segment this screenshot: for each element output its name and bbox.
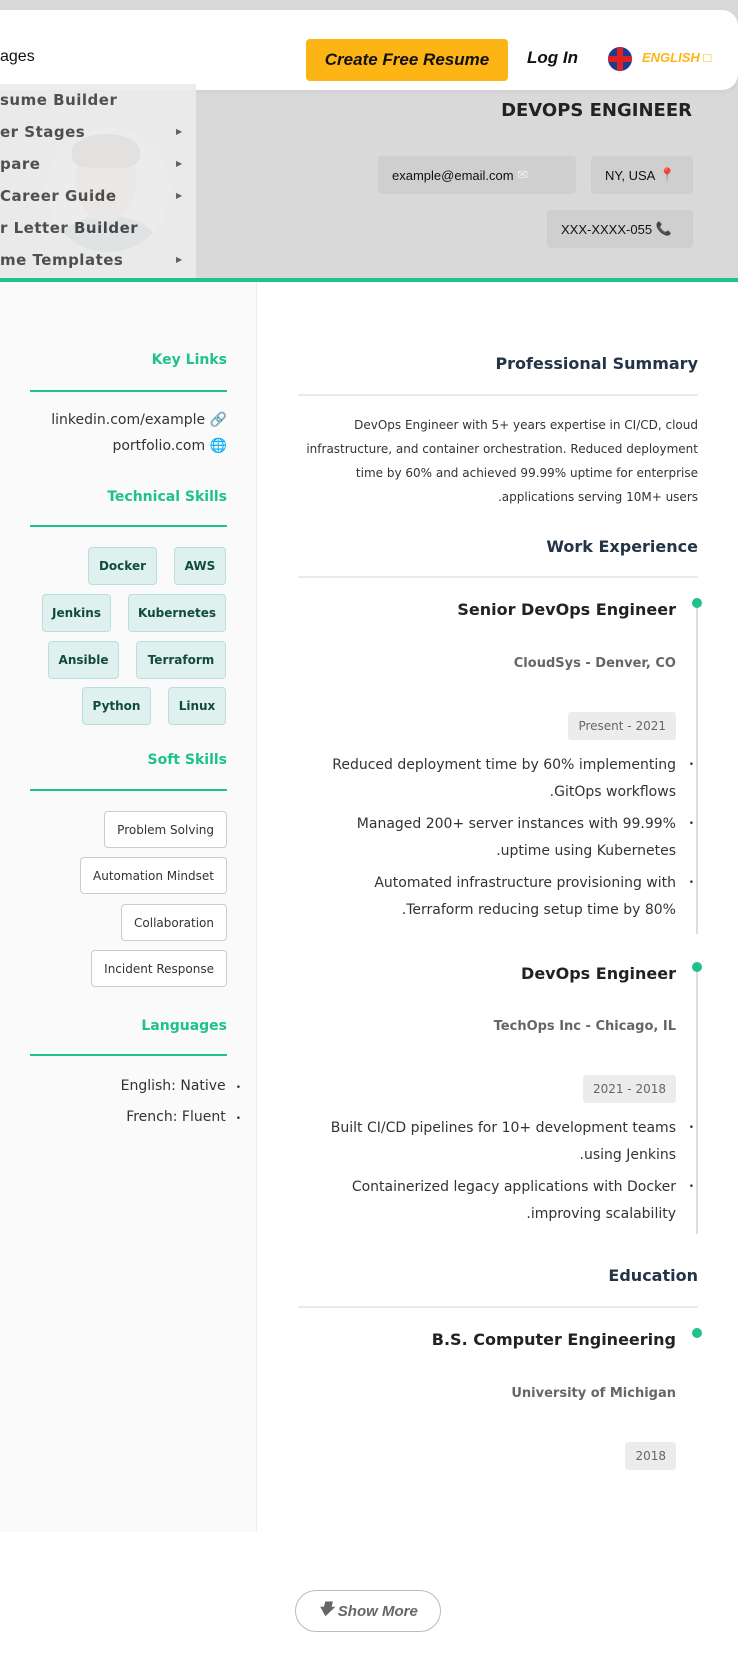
summary-text: DevOps Engineer with 5+ years expertise in CI/CD, cloud infrastructure, and container orchestration. Reduced deployment time by 60% and achieved 99.99% uptime for enterprise applications serving 10M+ users. [306, 418, 698, 504]
soft-skills-heading: Soft Skills [147, 752, 227, 768]
language-item: French: Fluent • [126, 1109, 241, 1125]
bullet: • Managed 200+ server instances with 99.99% uptime using Kubernetes. [316, 811, 676, 865]
job-bullets [316, 752, 676, 929]
skill-tag: AWS [174, 547, 226, 585]
bullet: • Built CI/CD pipelines for 10+ development teams using Jenkins. [316, 1115, 676, 1169]
nav-pages[interactable]: ages [0, 48, 35, 65]
link-icon: 🔗 [209, 412, 227, 428]
bullet: • Automated infrastructure provisioning with Terraform reducing setup time by 80%. [316, 870, 676, 924]
soft-skill: Automation Mindset [80, 857, 227, 894]
phone: XXX-XXXX-055 [561, 221, 653, 237]
divider [30, 789, 227, 791]
job-title: DevOps Engineer [521, 964, 676, 983]
job-bullets [316, 1115, 676, 1233]
nav-dropdown-menu [0, 84, 196, 278]
phone-chip [547, 210, 693, 248]
menu-item[interactable]: sume Builder [0, 91, 118, 109]
divider [298, 394, 698, 396]
show-more-button[interactable]: 🡇 Show More [295, 1590, 441, 1632]
technical-skills-heading: Technical Skills [107, 489, 227, 505]
work-experience-heading: Work Experience [546, 537, 698, 556]
timeline-dot [692, 598, 702, 608]
globe-icon: 🌐 [209, 438, 227, 454]
job-company: CloudSys - Denver, CO [513, 656, 676, 671]
job-company: TechOps Inc - Chicago, IL [493, 1019, 676, 1034]
timeline-line [696, 968, 698, 1234]
linkedin-link[interactable]: linkedin.com/example 🔗 [51, 412, 227, 428]
caret-right-icon: ▶ [176, 159, 183, 168]
uk-flag-icon[interactable] [608, 47, 632, 71]
menu-item[interactable]: er Stages ▶ [0, 116, 196, 148]
skill-tag: Linux [168, 687, 226, 725]
caret-right-icon: ▶ [176, 191, 183, 200]
job-title: Senior DevOps Engineer [457, 600, 676, 619]
arrow-down-icon: 🡇 [318, 1600, 338, 1618]
divider [298, 576, 698, 578]
location: NY, USA [605, 167, 656, 183]
email: example@email.com [392, 167, 514, 183]
languages-heading: Languages [141, 1018, 227, 1034]
pin-icon: 📍 [658, 167, 676, 182]
divider [30, 1054, 227, 1056]
skill-tag: Jenkins [42, 594, 111, 632]
job-dates: Present - 2021 [568, 712, 676, 740]
timeline-line [696, 604, 698, 934]
school: University of Michigan [511, 1386, 676, 1401]
create-resume-button[interactable]: Create Free Resume [306, 39, 508, 81]
soft-skill: Problem Solving [104, 811, 227, 848]
menu-item[interactable]: r Letter Builder [0, 219, 139, 237]
skill-tag: Docker [88, 547, 157, 585]
job-dates: 2021 - 2018 [583, 1075, 676, 1103]
skill-tag: Python [82, 687, 151, 725]
job-title: DEVOPS ENGINEER [501, 100, 692, 121]
caret-right-icon: ▶ [176, 127, 183, 136]
email-chip [378, 156, 576, 194]
education-year: 2018 [625, 1442, 676, 1470]
top-nav [0, 10, 738, 90]
caret-right-icon: ▶ [176, 255, 183, 264]
menu-item[interactable]: pare ▶ [0, 148, 196, 180]
key-links-heading: Key Links [151, 352, 227, 368]
education-heading: Education [608, 1266, 698, 1285]
timeline-dot [692, 1328, 702, 1338]
envelope-icon: ✉ [517, 167, 529, 182]
degree: B.S. Computer Engineering [431, 1330, 676, 1349]
divider [298, 1306, 698, 1308]
language-selector[interactable]: ENGLISH □ [642, 50, 712, 65]
skill-tag: Kubernetes [128, 594, 226, 632]
portfolio-link[interactable]: portfolio.com 🌐 [112, 438, 227, 454]
divider [30, 525, 227, 527]
skill-tag: Terraform [136, 641, 226, 679]
menu-item[interactable]: me Templates ▶ [0, 244, 196, 276]
skill-tag: Ansible [48, 641, 119, 679]
bullet: • Containerized legacy applications with Docker improving scalability. [316, 1174, 676, 1228]
language-item: English: Native • [121, 1078, 241, 1094]
soft-skill: Collaboration [121, 904, 227, 941]
phone-icon: 📞 [655, 221, 672, 236]
timeline-dot [692, 962, 702, 972]
summary-heading: Professional Summary [495, 354, 698, 373]
soft-skill: Incident Response [91, 950, 227, 987]
divider [30, 390, 227, 392]
bullet: • Reduced deployment time by 60% implementing GitOps workflows. [316, 752, 676, 806]
login-link[interactable]: Log In [527, 48, 578, 67]
menu-item[interactable]: Career Guide ▶ [0, 180, 196, 212]
location-chip [591, 156, 693, 194]
